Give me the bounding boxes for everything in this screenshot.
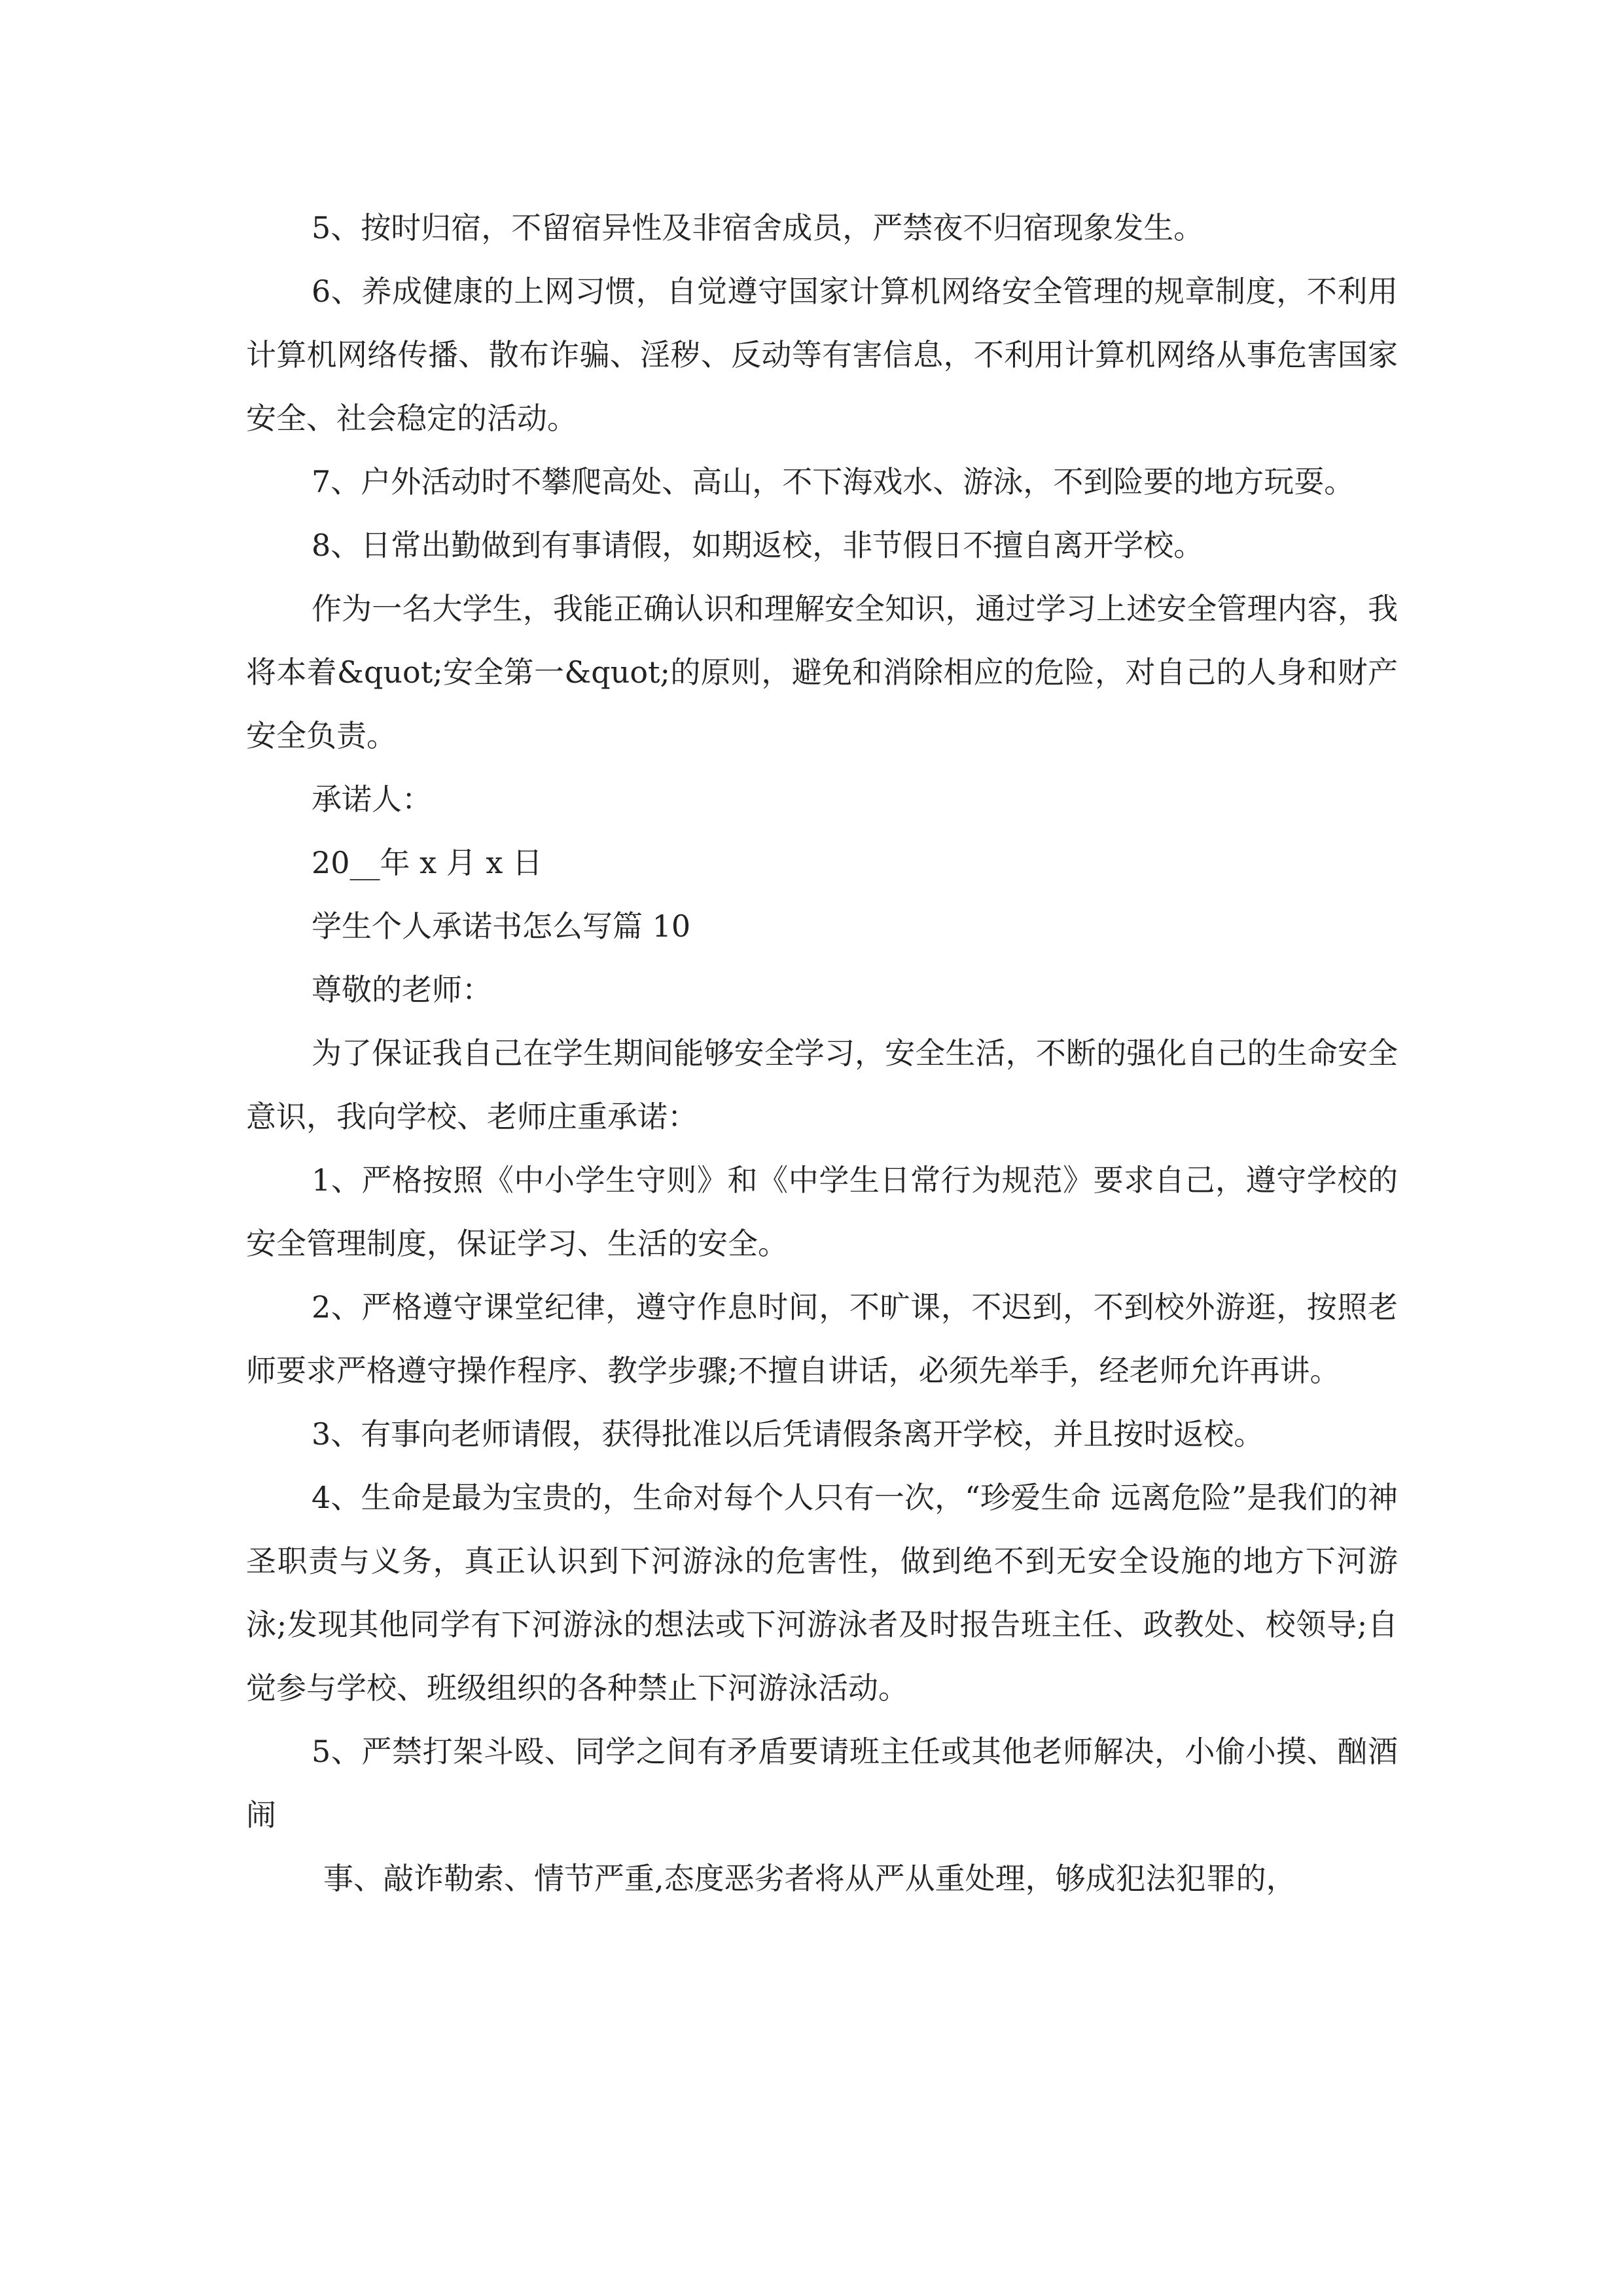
- paragraph-item-5: 5、严禁打架斗殴、同学之间有矛盾要请班主任或其他老师解决，小偷小摸、酗酒闹: [246, 1734, 1398, 1833]
- document-body: [246, 196, 1398, 1910]
- paragraph-rule-6-internet: 6、养成健康的上网习惯，自觉遵守国家计算机网络安全管理的规章制度，不利用计算机网络传播、散布诈骗、淫秽、反动等有害信息，不利用计算机网络从事危害国家安全、社会稳定的活动。: [246, 274, 1398, 436]
- paragraph-item-2: 2、严格遵守课堂纪律，遵守作息时间，不旷课，不迟到，不到校外游逛，按照老师要求严格遵守操作程序、教学步骤;不擅自讲话，必须先举手，经老师允许再讲。: [246, 1289, 1398, 1388]
- salutation: 尊敬的老师：: [312, 972, 492, 1007]
- paragraph-rule-7-outdoor: 7、户外活动时不攀爬高处、高山，不下海戏水、游泳，不到险要的地方玩耍。: [312, 464, 1355, 499]
- paragraph-item-1: 1、严格按照《中小学生守则》和《中学生日常行为规范》要求自己，遵守学校的安全管理制度，保证学习、生活的安全。: [246, 1162, 1398, 1261]
- paragraph-rule-5-dorm: 5、按时归宿，不留宿异性及非宿舍成员，严禁夜不归宿现象发生。: [312, 210, 1204, 245]
- section-title: 学生个人承诺书怎么写篇 10: [312, 908, 691, 944]
- paragraph-item-4: 4、生命是最为宝贵的，生命对每个人只有一次，“珍爱生命 远离危险”是我们的神圣职责与义务，真正认识到下河游泳的危害性，做到绝不到无安全设施的地方下河游泳;发现其他同学有下河游泳的想法或下河游泳者及时报告班主任、政教处、校领导;自觉参与学校、班级组织的各种禁止下河游泳活动。: [246, 1480, 1398, 1706]
- paragraph-intro: 为了保证我自己在学生期间能够安全学习，安全生活，不断的强化自己的生命安全意识，我向学校、老师庄重承诺：: [246, 1035, 1398, 1134]
- pledge-date: 20__年 x 月 x 日: [312, 845, 543, 880]
- pledger-label: 承诺人：: [312, 781, 432, 817]
- paragraph-item-3: 3、有事向老师请假，获得批准以后凭请假条离开学校，并且按时返校。: [312, 1416, 1264, 1452]
- paragraph-rule-8-attendance: 8、日常出勤做到有事请假，如期返校，非节假日不擅自离开学校。: [312, 528, 1204, 563]
- paragraph-item-5-continued: 事、敲诈勒索、情节严重,态度恶劣者将从严从重处理，够成犯法犯罪的，: [323, 1861, 1296, 1896]
- paragraph-pledge-summary: 作为一名大学生，我能正确认识和理解安全知识，通过学习上述安全管理内容，我将本着&quot;安全第一&quot;的原则，避免和消除相应的危险，对自己的人身和财产安全负责。: [246, 591, 1398, 753]
